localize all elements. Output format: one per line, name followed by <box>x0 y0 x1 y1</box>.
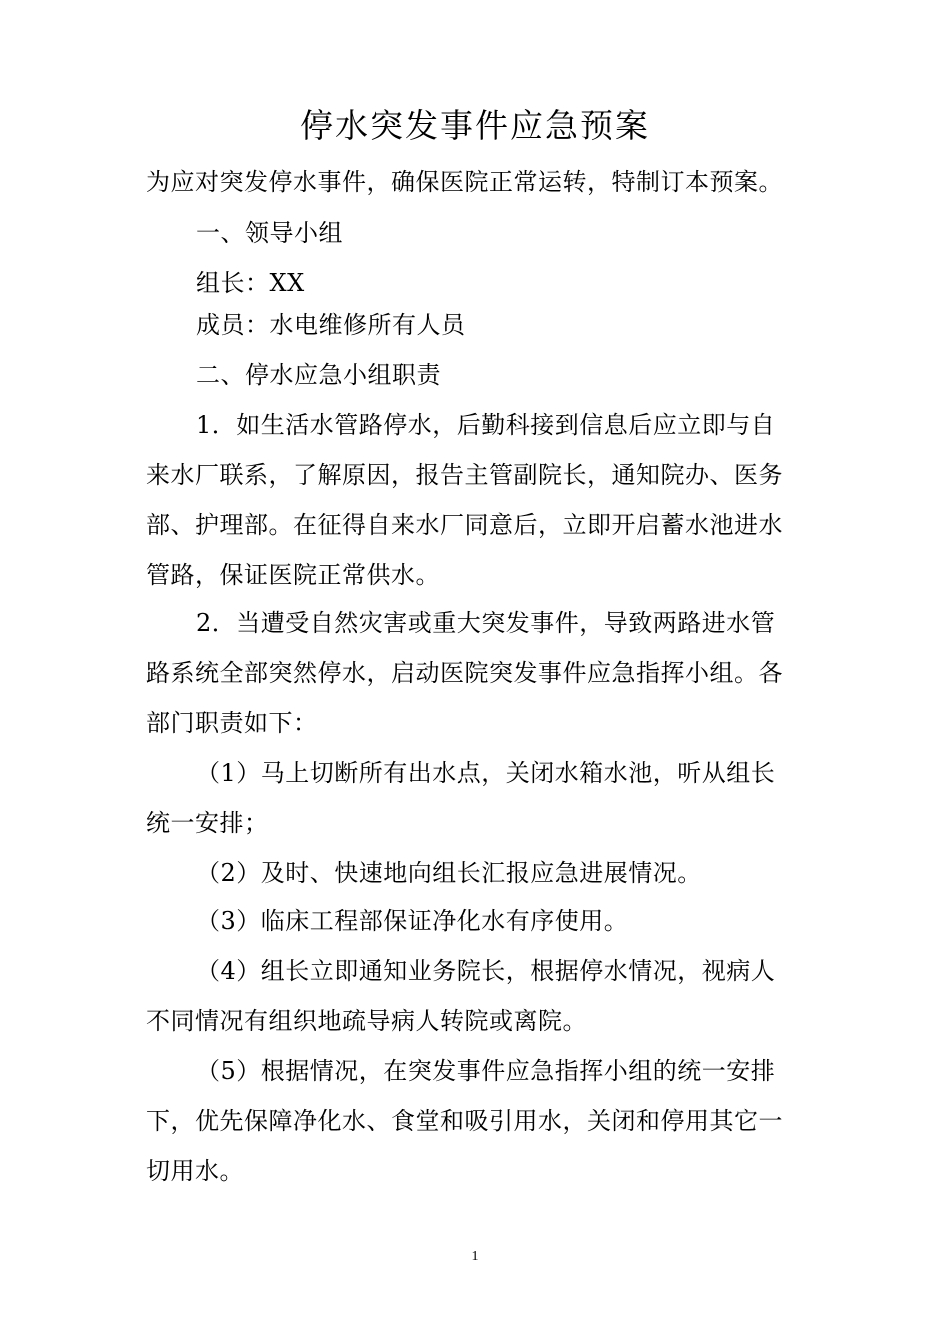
intro-line: 为应对突发停水事件，确保医院正常运转，特制订本预案。 <box>146 168 783 196</box>
paragraph-2-line-2: 路系统全部突然停水，启动医院突发事件应急指挥小组。各 <box>146 659 783 687</box>
page-number: 1 <box>471 1249 479 1264</box>
paragraph-2-line-3: 部门职责如下： <box>146 709 318 737</box>
item-4-line-1: （4）组长立即通知业务院长，根据停水情况，视病人 <box>196 957 776 985</box>
section-heading-duties: 二、停水应急小组职责 <box>196 361 441 389</box>
paragraph-1-line-1: 1．如生活水管路停水，后勤科接到信息后应立即与自 <box>196 411 776 439</box>
team-leader-line: 组长：XX <box>196 269 305 297</box>
item-5-line-2: 下，优先保障净化水、食堂和吸引用水，关闭和停用其它一 <box>146 1107 783 1135</box>
item-1-line-2: 统一安排； <box>146 809 269 837</box>
paragraph-1-line-3: 部、护理部。在征得自来水厂同意后，立即开启蓄水池进水 <box>146 511 783 539</box>
paragraph-2-line-1: 2．当遭受自然灾害或重大突发事件，导致两路进水管 <box>196 609 776 637</box>
paragraph-1-line-4: 管路，保证医院正常供水。 <box>146 561 440 589</box>
item-2-line: （2）及时、快速地向组长汇报应急进展情况。 <box>196 859 702 887</box>
item-4-line-2: 不同情况有组织地疏导病人转院或离院。 <box>146 1007 587 1035</box>
team-members-line: 成员：水电维修所有人员 <box>196 311 466 339</box>
paragraph-1-line-2: 来水厂联系，了解原因，报告主管副院长，通知院办、医务 <box>146 461 783 489</box>
item-5-line-1: （5）根据情况，在突发事件应急指挥小组的统一安排 <box>196 1057 776 1085</box>
item-5-line-3: 切用水。 <box>146 1157 244 1185</box>
item-3-line: （3）临床工程部保证净化水有序使用。 <box>196 907 629 935</box>
document-title: 停水突发事件应急预案 <box>300 106 650 145</box>
section-heading-leadership: 一、领导小组 <box>196 219 343 247</box>
item-1-line-1: （1）马上切断所有出水点，关闭水箱水池，听从组长 <box>196 759 776 787</box>
